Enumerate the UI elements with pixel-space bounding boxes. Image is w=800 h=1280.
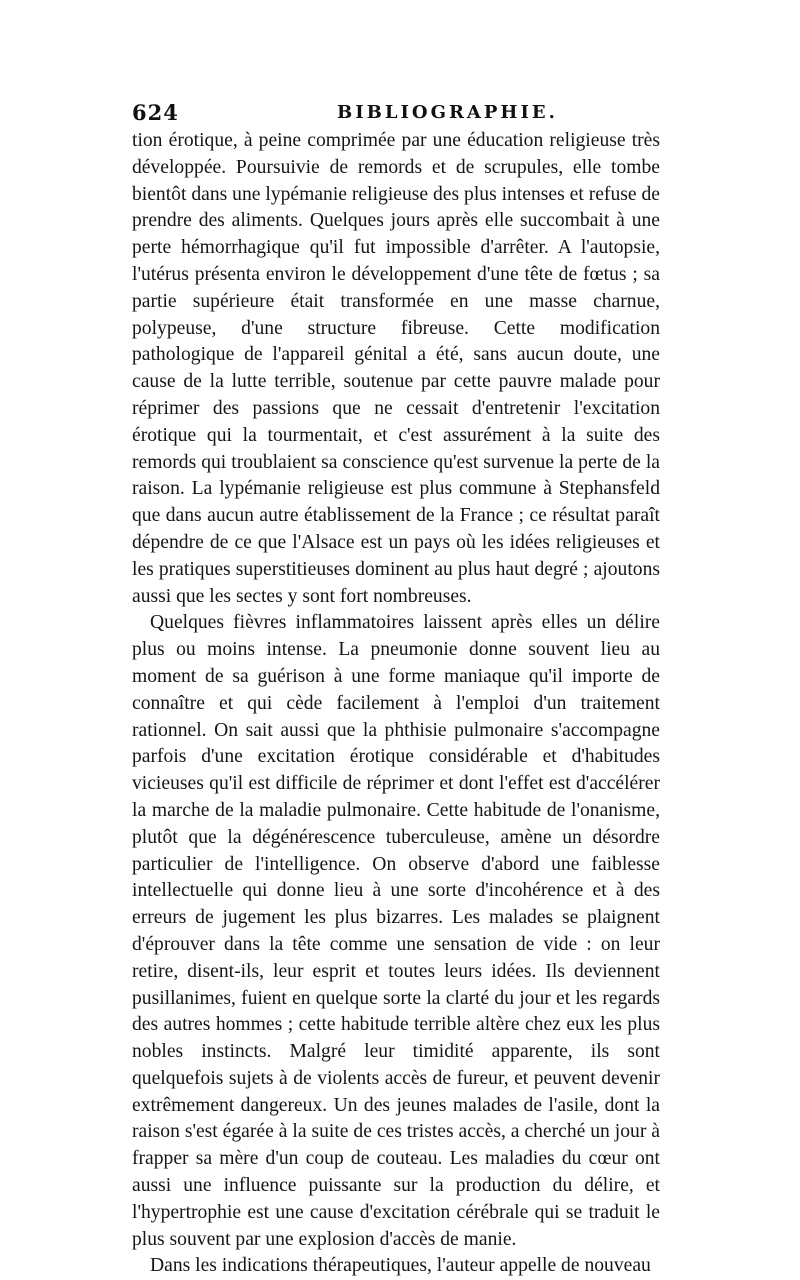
paragraph-fevers: Quelques fièvres inflammatoires laissent après elles un délire plus ou moins intense. La pneumonie donne souvent lieu au moment de sa guérison à une forme maniaque qu'il importe de connaître et qui cède facilement à l'emploi d'un traitement rationnel. On sait aussi que la phthisie pulmonaire s'accompagne parfois d'une excitation érotique considérable et d'habitudes vicieuses qu'il est difficile de réprimer et dont l'effet est d'accélérer la marche de la maladie pulmonaire. Cette habitude de l'onanisme, plutôt que la dégénérescence tuberculeuse, amène un désordre particulier de l'intelligence. On observe d'abord une faiblesse intellectuelle qui donne lieu à une sorte d'incohérence et à des erreurs de jugement les plus bizarres. Les malades se plaignent d'éprouver dans la tête comme une sensation de vide : on leur retire, disent-ils, leur esprit et toutes leurs idées. Ils deviennent pusillanimes, fuient en quelque sorte la clarté du jour et les regards des autres hommes ; cette habitude terrible altère chez eux les plus nobles instincts. Malgré leur timidité apparente, ils sont quelquefois sujets à de violents accès de fureur, et peuvent devenir extrêmement dangereux. Un des jeunes malades de l'asile, dont la raison s'est égarée à la suite de ces tristes accès, a cherché un jour à frapper sa mère d'un coup de couteau. Les maladies du cœur ont aussi une influence puissante sur la production du délire, et l'hypertrophie est une cause d'excitation cérébrale qui se traduit le plus souvent par une explosion d'accès de manie. xyxy=(132,612,660,1250)
paragraph-therapeutics: Dans les indications thérapeutiques, l'auteur appelle de nouveau xyxy=(150,1255,651,1277)
body-text xyxy=(132,128,660,1280)
page-header xyxy=(132,100,672,130)
running-head: BIBLIOGRAPHIE. xyxy=(337,102,558,123)
page-number: 624 xyxy=(132,100,179,125)
paragraph-continuation: tion érotique, à peine comprimée par une éducation religieuse très développée. Poursuivie de remords et de scrupules, elle tombe bientôt dans une lypémanie religieuse des plus intenses et refuse de prendre des aliments. Quelques jours après elle succombait à une perte hémorrhagique qu'il fut impossible d'arrêter. A l'autopsie, l'utérus présenta environ le développement d'une tête de fœtus ; sa partie supérieure était transformée en une masse charnue, polypeuse, d'une structure fibreuse. Cette modification pathologique de l'appareil génital a été, sans aucun doute, une cause de la lutte terrible, soutenue par cette pauvre malade pour réprimer des passions que ne cessait d'entretenir l'excitation érotique qui la tourmentait, et c'est assurément à la suite des remords qui troublaient sa conscience qu'est survenue la perte de la raison. La lypémanie religieuse est plus commune à Stephansfeld que dans aucun autre établissement de la France ; ce résultat paraît dépendre de ce que l'Alsace est un pays où les idées religieuses et les pratiques superstitieuses dominent au plus haut degré ; ajoutons aussi que les sectes y sont fort nombreuses. xyxy=(132,130,660,607)
